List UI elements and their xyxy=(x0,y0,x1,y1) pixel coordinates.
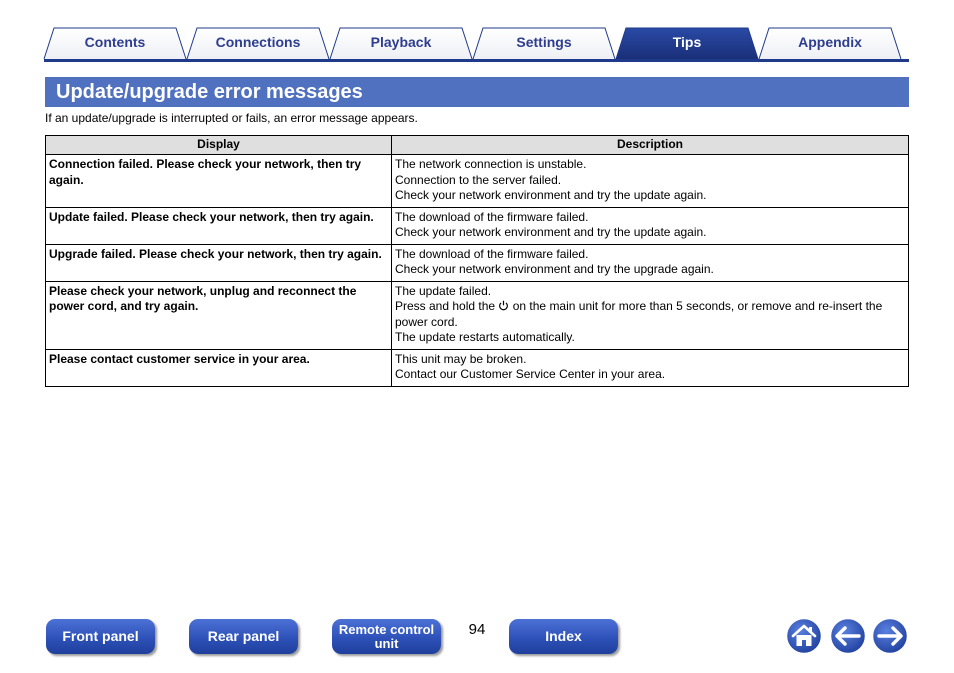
description-line: Check your network environment and try the upgrade again. xyxy=(395,262,714,276)
front-panel-label: Front panel xyxy=(62,628,139,644)
description-line: The update failed. xyxy=(395,283,492,298)
table-row xyxy=(46,349,909,386)
description-text: Press and hold the xyxy=(395,299,499,313)
display-cell: Connection failed. Please check your network, then try again. xyxy=(46,155,392,208)
tab-playback[interactable]: Playback xyxy=(370,34,432,50)
description-line: Contact our Customer Service Center in your area. xyxy=(395,367,666,381)
header-display: Display xyxy=(46,136,392,155)
table-row xyxy=(46,281,909,349)
tab-appendix[interactable]: Appendix xyxy=(798,34,862,50)
arrow-left-icon[interactable] xyxy=(829,617,867,655)
table-row xyxy=(46,207,909,244)
description-line: The download of the firmware failed. xyxy=(395,246,589,261)
tab-contents[interactable]: Contents xyxy=(84,34,146,50)
page-title-bar xyxy=(45,77,909,107)
header-description: Description xyxy=(392,136,909,155)
description-line: Connection to the server failed. xyxy=(395,172,562,187)
remote-control-label-line1: Remote control xyxy=(338,622,435,637)
error-message-table xyxy=(45,135,909,387)
front-panel-button[interactable] xyxy=(46,619,155,654)
description-cell xyxy=(392,207,909,244)
rear-panel-button[interactable] xyxy=(189,619,298,654)
page-number: 94 xyxy=(468,621,486,638)
description-line: The update restarts automatically. xyxy=(395,330,575,344)
tab-settings[interactable]: Settings xyxy=(516,34,572,50)
page-title: Update/upgrade error messages xyxy=(56,81,363,103)
description-cell xyxy=(392,281,909,349)
description-text: on the main unit for more than 5 seconds, or remove and re-insert the power cord. xyxy=(395,299,883,329)
description-cell xyxy=(392,155,909,208)
table-row xyxy=(46,244,909,281)
table-row xyxy=(46,155,909,208)
description-line xyxy=(395,299,905,330)
display-cell: Please check your network, unplug and reconnect the power cord, and try again. xyxy=(46,281,392,349)
description-line: Check your network environment and try the update again. xyxy=(395,188,707,202)
tab-connections[interactable]: Connections xyxy=(215,34,301,50)
remote-control-label-line2: unit xyxy=(374,636,399,651)
arrow-right-icon[interactable] xyxy=(871,617,909,655)
power-icon xyxy=(498,300,509,311)
description-cell xyxy=(392,349,909,386)
description-line: This unit may be broken. xyxy=(395,351,527,366)
remote-control-unit-button[interactable] xyxy=(332,619,441,654)
display-cell: Update failed. Please check your network, then try again. xyxy=(46,207,392,244)
intro-text: If an update/upgrade is interrupted or fails, an error message appears. xyxy=(45,111,418,125)
index-label: Index xyxy=(545,628,582,644)
description-line: The network connection is unstable. xyxy=(395,157,587,171)
description-line: Check your network environment and try the update again. xyxy=(395,225,707,239)
table-header-row xyxy=(46,136,909,155)
display-cell: Upgrade failed. Please check your network, then try again. xyxy=(46,244,392,281)
top-tab-bar xyxy=(0,0,954,64)
tab-tips[interactable]: Tips xyxy=(672,34,702,50)
home-icon[interactable] xyxy=(785,617,823,655)
tab-shapes xyxy=(0,0,954,64)
index-button[interactable] xyxy=(509,619,618,654)
description-cell xyxy=(392,244,909,281)
description-line: The download of the firmware failed. xyxy=(395,209,589,224)
display-cell: Please contact customer service in your area. xyxy=(46,349,392,386)
rear-panel-label: Rear panel xyxy=(207,628,280,644)
